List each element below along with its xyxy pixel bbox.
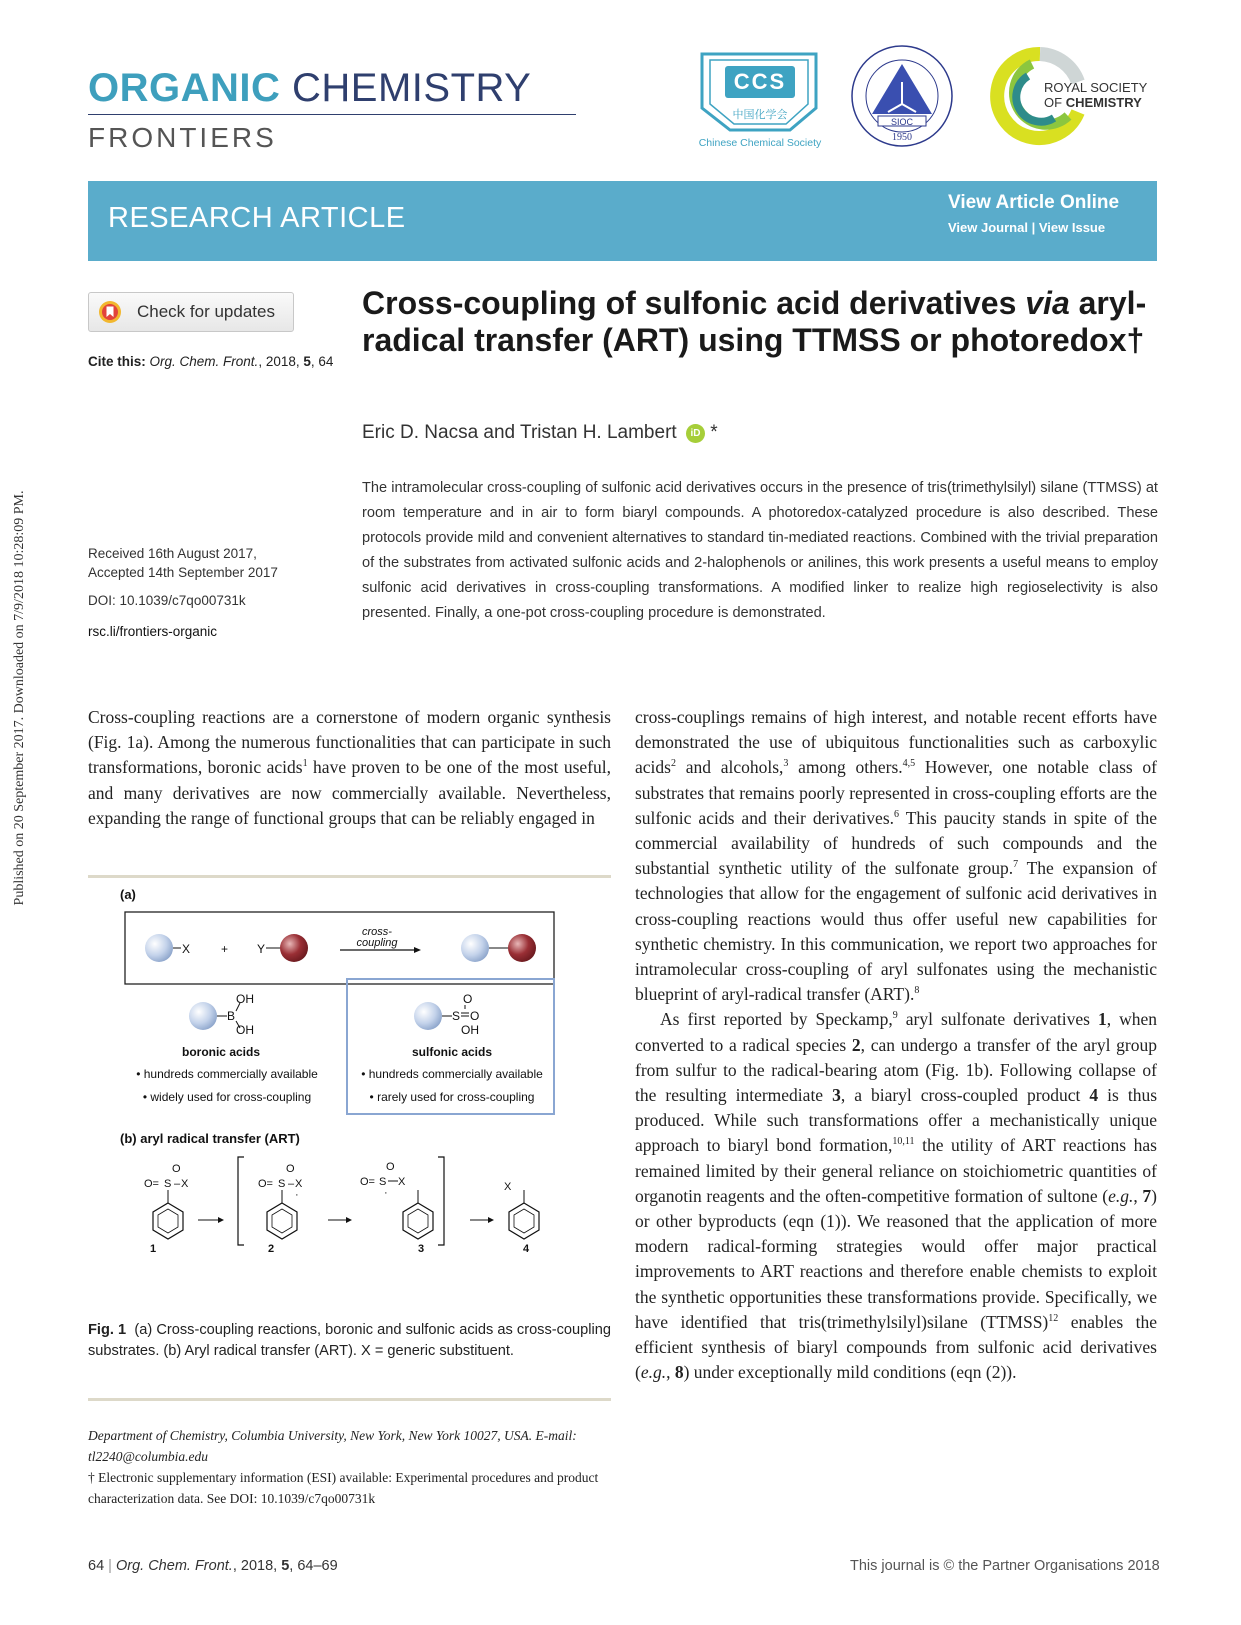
- rsc-line2: CHEMISTRY: [1065, 95, 1142, 110]
- article-title: [362, 285, 1152, 359]
- view-article-online-link[interactable]: View Article Online: [948, 192, 1120, 213]
- view-journal-link[interactable]: View Journal: [948, 220, 1028, 235]
- bookmark-badge-icon: [98, 300, 122, 324]
- svg-text:3: 3: [418, 1243, 425, 1255]
- banner-links: [948, 220, 1105, 235]
- sioc-label: SIOC: [890, 117, 914, 127]
- accepted-date: Accepted 14th September 2017: [88, 565, 278, 580]
- compound-1: [144, 1163, 189, 1255]
- svg-text:OH: OH: [461, 1023, 479, 1037]
- figure-caption-text: (a) Cross-coupling reactions, boronic and sulfonic acids as cross-coupling substrates. (b) Aryl radical transfer (ART). X = generic substituent.: [88, 1322, 612, 1359]
- svg-text:• widely used for cross-coupli: • widely used for cross-coupling: [142, 1090, 312, 1104]
- svg-text:O=: O=: [258, 1178, 273, 1190]
- svg-text:+: +: [221, 942, 229, 956]
- ccs-chinese: 中国化学会: [732, 108, 788, 121]
- cite-journal: Org. Chem. Front.: [149, 354, 259, 369]
- svg-text:O: O: [463, 992, 473, 1006]
- svg-text:X: X: [181, 1178, 189, 1190]
- svg-text:O: O: [172, 1163, 181, 1175]
- figure-caption: [88, 1320, 611, 1362]
- doi[interactable]: DOI: 10.1039/c7qo00731k: [88, 593, 246, 608]
- citation: [88, 352, 348, 371]
- svg-text:·: ·: [384, 1187, 388, 1199]
- aryl-sphere-blue: [145, 934, 173, 962]
- svg-text:O: O: [386, 1161, 395, 1173]
- svg-text:–: –: [174, 1178, 181, 1190]
- figure-top-rule: [88, 875, 611, 878]
- aryl-sphere-red: [280, 934, 308, 962]
- svg-text:• rarely used for cross-coupli: • rarely used for cross-coupling: [369, 1090, 535, 1104]
- svg-text:·: ·: [295, 1189, 299, 1201]
- sioc-year: 1950: [892, 132, 912, 143]
- svg-text:coupling: coupling: [356, 937, 398, 949]
- svg-text:–: –: [288, 1178, 295, 1190]
- svg-text:Y: Y: [257, 942, 266, 956]
- cite-volume: 5: [303, 354, 311, 369]
- svg-text:O: O: [286, 1163, 295, 1175]
- copyright-footer: This journal is © the Partner Organisations 2018: [850, 1558, 1160, 1574]
- cite-label: Cite this:: [88, 354, 146, 369]
- svg-text:X: X: [504, 1181, 512, 1193]
- svg-text:S: S: [452, 1009, 461, 1023]
- svg-text:2: 2: [268, 1243, 275, 1255]
- view-issue-link[interactable]: View Issue: [1038, 220, 1106, 235]
- ccs-logo: [690, 46, 830, 156]
- title-part1: Cross-coupling of sulfonic acid derivatives: [362, 285, 1026, 321]
- title-via: via: [1025, 285, 1070, 321]
- ccs-name: Chinese Chemical Society: [698, 137, 822, 149]
- boronic-sphere: [189, 1002, 217, 1030]
- check-for-updates-button[interactable]: [88, 292, 294, 332]
- svg-text:X: X: [398, 1176, 406, 1188]
- check-for-updates-label: Check for updates: [137, 302, 275, 321]
- journal-subtitle: FRONTIERS: [88, 122, 277, 153]
- journal-title-light: CHEMISTRY: [292, 66, 532, 110]
- author-names: Eric D. Nacsa and Tristan H. Lambert: [362, 422, 677, 443]
- figure-bottom-rule: [88, 1398, 611, 1401]
- svg-text:O: O: [470, 1009, 480, 1023]
- svg-text:S: S: [164, 1178, 172, 1190]
- body-paragraph: Cross-coupling reactions are a cornerstone of modern organic synthesis (Fig. 1a). Among the numerous functionalities that can participate in such transformations, boronic acids$^1$ have proven to be one of the most useful, and many derivatives are now commercially available. Nevertheless, expanding the range of functional groups that can be reliably engaged in: [88, 707, 611, 828]
- footnotes: [88, 1425, 611, 1509]
- compound-2: [258, 1163, 303, 1255]
- svg-text:cross-: cross-: [362, 926, 392, 938]
- svg-text:• hundreds commercially availa: • hundreds commercially available: [361, 1067, 543, 1081]
- sulfonic-sphere: [414, 1002, 442, 1030]
- page-number: 64: [88, 1558, 105, 1574]
- boronic-title: boronic acids: [181, 1045, 261, 1059]
- body-right-column: [635, 705, 1157, 1385]
- sulfonic-title: sulfonic acids: [411, 1045, 493, 1059]
- rsc-line1: ROYAL SOCIETY: [1044, 80, 1148, 95]
- body-paragraph: cross-couplings remains of high interest, and notable recent efforts have demonstrated the use of ubiquitous functionalities such as carboxylic acids$^2$ and alcohols,$^3$ among others.$^{4,5}$ However, one notable class of substrates that remains poorly represented in cross-coupling efforts are the sulfonic acids and their derivatives.$^6$ This paucity stands in spite of the commercial availability of hundreds of such compounds and the substantial synthetic utility of the sulfonate group.$^7$ The expansion of technologies that allow for the engagement of sulfonic acid derivatives in cross-coupling reactions would thus offer useful new capabilities for synthetic chemistry. In this communication, we report two approaches for intramolecular cross-coupling of aryl sulfonates using the mechanistic blueprint of aryl-radical transfer (ART).$^8$: [635, 707, 1158, 1005]
- journal-link[interactable]: rsc.li/frontiers-organic: [88, 624, 218, 639]
- body-paragraph: As first reported by Speckamp,$^9$ aryl sulfonate derivatives 1, when converted to a radical species 2, can undergo a transfer of the aryl group from sulfur to the radical-bearing atom (Fig. 1b). Following collapse of the resulting intermediate 3, a biaryl cross-coupled product 4 is thus produced. While such transformations offer a mechanistically unique approach to biaryl bond formation,$^{10,11}$ the utility of ART reactions has remained limited by their general reliance on stoichiometric quantities of organotin reagents and the often-competitive formation of sultone (e.g., 7) or other byproducts (eqn (1)). We reasoned that the application of more modern radical-forming strategies would offer major practical improvements to ART reactions and therefore enable chemists to exploit the synthetic opportunities these transformations provide. Specifically, we have identified that tris(trimethylsilyl)silane (TTMSS)$^{12}$ enables the efficient synthesis of biaryl compounds from sulfonic acid derivatives (e.g., 8) under exceptionally mild conditions (eqn (2)).: [635, 1009, 1158, 1383]
- title-part2: aryl-radical transfer (ART) using TTMSS or photoredox†: [362, 285, 1147, 358]
- body-left-column: [88, 705, 611, 831]
- svg-text:OF CHEMISTRY: [1044, 95, 1142, 110]
- cite-year: , 2018,: [258, 354, 304, 369]
- figure-1: [88, 885, 611, 1305]
- page-footer-left: 64 | Org. Chem. Front., 2018, 5, 64–69: [88, 1558, 338, 1574]
- journal-rule: [88, 114, 576, 115]
- svg-text:B: B: [227, 1009, 236, 1023]
- svg-text:CCS: CCS: [733, 69, 787, 94]
- sioc-logo: [848, 42, 956, 150]
- compound-4: [504, 1181, 539, 1255]
- svg-text:O=: O=: [360, 1176, 375, 1188]
- figure-label: Fig. 1: [88, 1322, 127, 1338]
- orcid-icon[interactable]: iD: [686, 424, 705, 443]
- svg-text:OH: OH: [236, 1023, 254, 1037]
- panel-b-label: (b) aryl radical transfer (ART): [120, 1131, 300, 1146]
- svg-text:1: 1: [150, 1243, 157, 1255]
- authors: [362, 422, 718, 444]
- corresponding-mark: *: [710, 422, 718, 443]
- rsc-line2-of: OF: [1044, 95, 1063, 110]
- svg-text:S: S: [379, 1176, 387, 1188]
- svg-text:OH: OH: [236, 992, 254, 1006]
- article-type: RESEARCH ARTICLE: [108, 202, 406, 234]
- download-stamp: Published on 20 September 2017. Downloaded on 7/9/2018 10:28:09 PM.: [12, 490, 27, 906]
- cite-pages: , 64: [310, 354, 334, 369]
- abstract: The intramolecular cross-coupling of sulfonic acid derivatives occurs in the presence of tris(trimethylsilyl) silane (TTMSS) at room temperature and in air to form biaryl compounds. A photoredox-catalyzed procedure is also described. These protocols provide mild and convenient alternatives to standard tin-mediated reactions. Combined with the trivial preparation of the substrates from activated sulfonic acids and 2-halophenols or anilines, this work presents a useful means to employ sulfonic acid derivatives in cross-coupling transformations. A modified linker to realize high regioselectivity is also presented. Finally, a one-pot cross-coupling procedure is demonstrated.: [362, 480, 1158, 621]
- svg-text:O=: O=: [144, 1178, 159, 1190]
- panel-a-label: (a): [120, 887, 136, 902]
- received-date: Received 16th August 2017,: [88, 546, 257, 561]
- svg-text:S: S: [278, 1178, 286, 1190]
- svg-text:X: X: [295, 1178, 303, 1190]
- journal-title: [88, 66, 531, 111]
- svg-text:• hundreds commercially availa: • hundreds commercially available: [136, 1067, 318, 1081]
- footer-journal: Org. Chem. Front.: [115, 1558, 233, 1574]
- banner-separator: |: [1031, 220, 1036, 235]
- svg-text:4: 4: [523, 1243, 530, 1255]
- rsc-logo: [988, 42, 1158, 150]
- affiliation: Department of Chemistry, Columbia University, New York, New York 10027, USA. E-mail: tl2240@columbia.edu: [88, 1428, 577, 1464]
- esi-note: † Electronic supplementary information (ESI) available: Experimental procedures and product characterization data. See DOI: 10.1039/c7qo00731k: [88, 1470, 599, 1506]
- journal-title-bold: ORGANIC: [88, 66, 281, 110]
- compound-3: [360, 1161, 433, 1255]
- svg-text:X: X: [182, 942, 191, 956]
